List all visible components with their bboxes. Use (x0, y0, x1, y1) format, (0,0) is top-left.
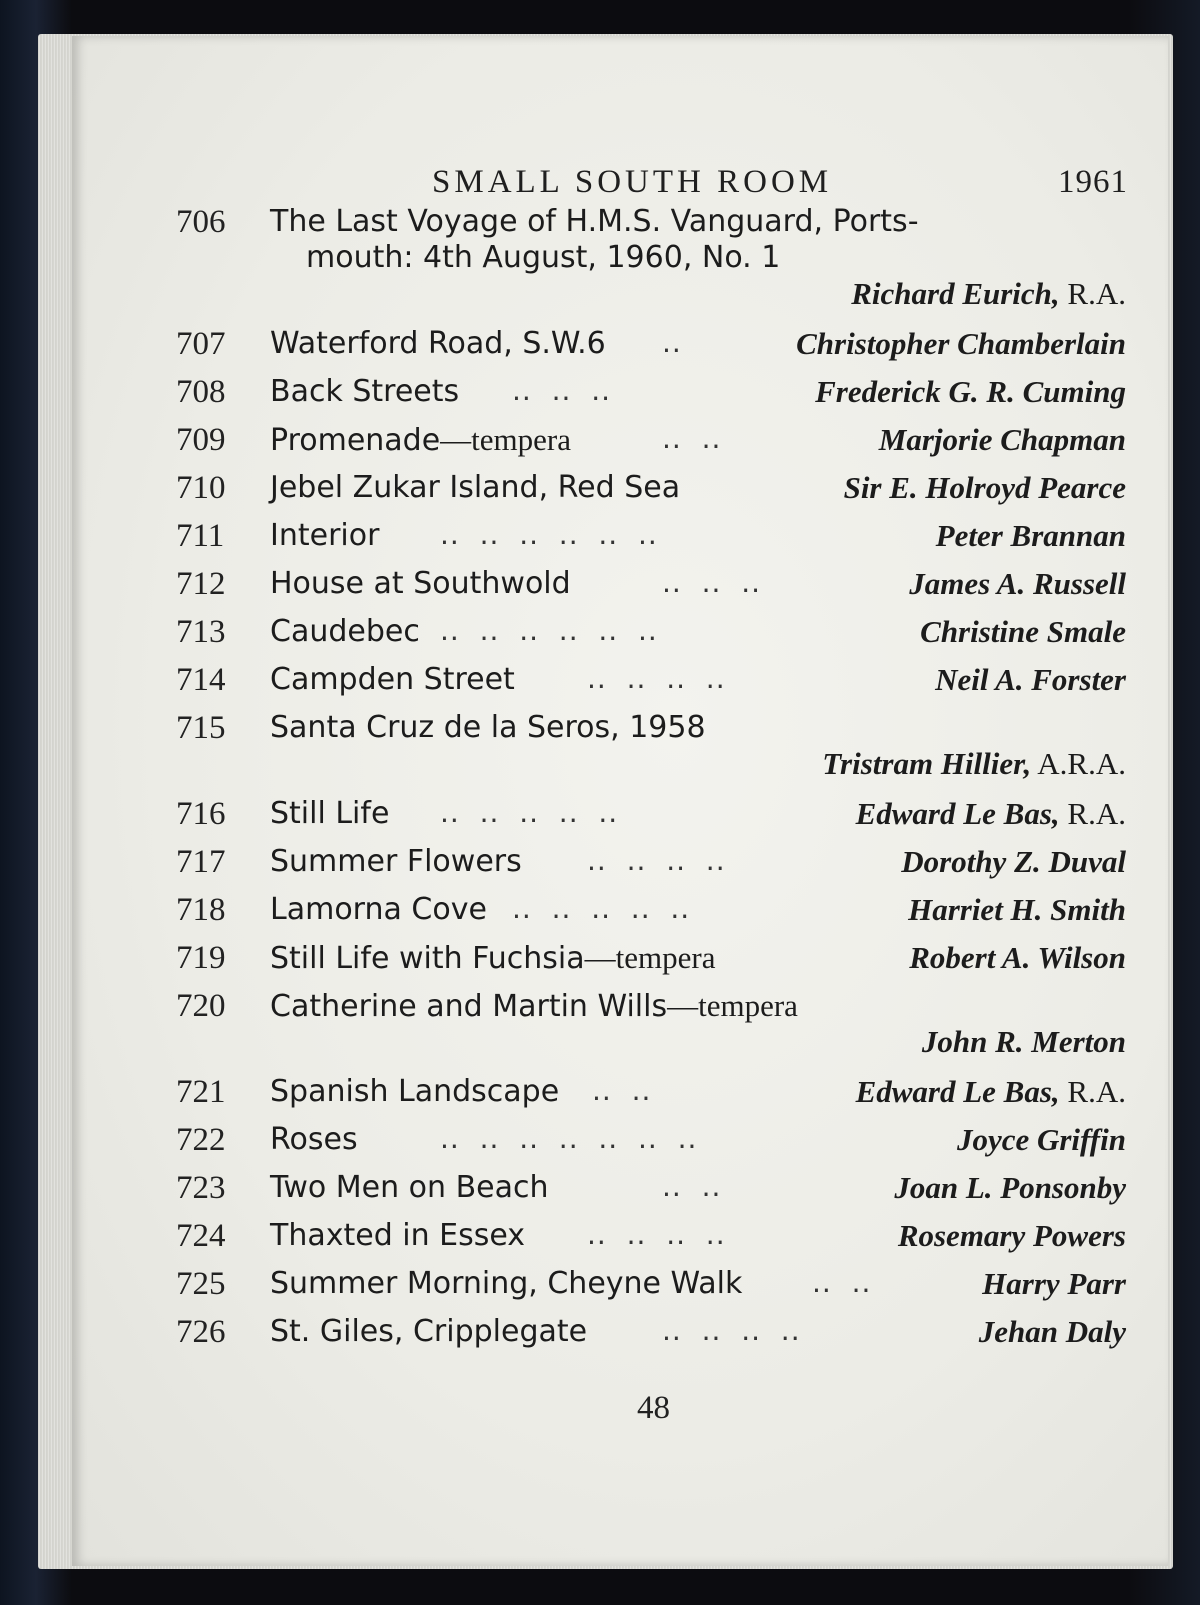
artist-name: Tristram Hillier, (822, 746, 1032, 781)
entry-artist: Neil A. Forster (935, 662, 1126, 697)
entry-712 (72, 566, 1168, 614)
entry-title: Interior (270, 518, 380, 553)
entry-number: 708 (176, 374, 226, 410)
title-medium: —tempera (440, 422, 571, 457)
leader-dots: .. .. .. .. .. (512, 892, 691, 925)
entry-artist (856, 796, 1126, 832)
leader-dots: .. .. (662, 1170, 722, 1203)
entry-number: 723 (176, 1170, 226, 1206)
entry-artist: Robert A. Wilson (909, 940, 1126, 975)
entry-715 (72, 710, 1168, 794)
entry-706 (72, 204, 1168, 324)
catalogue-page (72, 36, 1168, 1566)
entry-artist: Joyce Griffin (956, 1122, 1126, 1157)
entry-title: Back Streets (270, 374, 460, 409)
leader-dots: .. .. (812, 1266, 872, 1299)
artist-name: Edward Le Bas, (855, 1074, 1060, 1109)
title-medium: —tempera (667, 988, 798, 1023)
title-text: Still Life with Fuchsia (270, 941, 585, 976)
entry-artist: John R. Merton (921, 1024, 1126, 1059)
entry-title: Roses (270, 1122, 358, 1157)
entry-number: 721 (176, 1074, 226, 1110)
entry-title: Campden Street (270, 662, 515, 697)
entry-artist: Peter Brannan (935, 518, 1126, 553)
entry-number: 712 (176, 566, 226, 602)
entry-719 (72, 940, 1168, 988)
entry-722 (72, 1122, 1168, 1170)
leader-dots: .. .. .. .. (587, 844, 726, 877)
entry-title: House at Southwold (270, 566, 571, 601)
entry-714 (72, 662, 1168, 710)
entry-724 (72, 1218, 1168, 1266)
entry-title: Caudebec (270, 614, 420, 649)
running-head (72, 164, 1168, 204)
leader-dots: .. .. .. .. .. (440, 796, 619, 829)
entry-number: 716 (176, 796, 226, 832)
leader-dots: .. .. .. .. .. .. (440, 518, 658, 551)
artist-rank: A.R.A. (1031, 746, 1126, 781)
entry-artist: Dorothy Z. Duval (901, 844, 1126, 879)
leader-dots: .. .. .. .. .. .. .. (440, 1122, 698, 1155)
leader-dots: .. (662, 326, 682, 359)
entry-title (270, 422, 571, 458)
entry-artist: Marjorie Chapman (878, 422, 1126, 457)
entry-725 (72, 1266, 1168, 1314)
entry-number: 711 (176, 518, 225, 554)
entry-artist: James A. Russell (909, 566, 1126, 601)
entry-artist: Christopher Chamberlain (796, 326, 1126, 361)
entry-title: Two Men on Beach (270, 1170, 549, 1205)
leader-dots: .. .. .. .. (587, 662, 726, 695)
entry-718 (72, 892, 1168, 940)
entry-number: 715 (176, 710, 226, 746)
entry-number: 720 (176, 988, 226, 1024)
artist-name: Edward Le Bas, (855, 796, 1060, 831)
year: 1961 (1058, 164, 1128, 200)
title-text: Catherine and Martin Wills (270, 989, 668, 1024)
entry-artist: Jehan Daly (978, 1314, 1126, 1349)
entry-title: The Last Voyage of H.M.S. Vanguard, Ports- (270, 204, 919, 239)
entry-number: 707 (176, 326, 226, 362)
entry-title: Santa Cruz de la Seros, 1958 (270, 710, 706, 745)
entry-number: 714 (176, 662, 226, 698)
entry-title: Lamorna Cove (270, 892, 487, 927)
entry-artist: Frederick G. R. Cuming (815, 374, 1126, 409)
entry-title (270, 940, 715, 976)
entry-title-line2: mouth: 4th August, 1960, No. 1 (306, 240, 781, 275)
page-number: 48 (637, 1390, 670, 1426)
leader-dots: .. .. (592, 1074, 652, 1107)
entry-number: 717 (176, 844, 226, 880)
entry-number: 719 (176, 940, 226, 976)
leader-dots: .. .. .. .. .. .. (440, 614, 658, 647)
entry-number: 726 (176, 1314, 226, 1350)
entry-number: 713 (176, 614, 226, 650)
section-title: SMALL SOUTH ROOM (432, 164, 833, 200)
artist-rank: R.A. (1059, 1074, 1126, 1109)
entry-717 (72, 844, 1168, 892)
entry-artist (822, 746, 1126, 782)
entry-artist: Joan L. Ponsonby (894, 1170, 1126, 1205)
entry-title: Still Life (270, 796, 390, 831)
entry-artist (856, 1074, 1126, 1110)
entry-number: 710 (176, 470, 226, 506)
entry-artist (851, 276, 1126, 312)
entry-711 (72, 518, 1168, 566)
title-text: Promenade (270, 423, 441, 458)
entry-707 (72, 326, 1168, 374)
artist-rank: R.A. (1059, 796, 1126, 831)
entry-713 (72, 614, 1168, 662)
entry-artist: Rosemary Powers (897, 1218, 1126, 1253)
entry-title: Jebel Zukar Island, Red Sea (270, 470, 681, 505)
entry-726 (72, 1314, 1168, 1362)
leader-dots: .. .. .. .. (587, 1218, 726, 1251)
entry-artist: Christine Smale (920, 614, 1126, 649)
entry-number: 706 (176, 204, 226, 240)
entry-title: Summer Flowers (270, 844, 522, 879)
entry-artist: Harriet H. Smith (908, 892, 1126, 927)
title-medium: —tempera (584, 940, 716, 975)
entry-title: Thaxted in Essex (270, 1218, 526, 1253)
entry-720 (72, 988, 1168, 1072)
entry-number: 709 (176, 422, 226, 458)
entry-artist: Sir E. Holroyd Pearce (843, 470, 1126, 505)
entry-title: Summer Morning, Cheyne Walk (270, 1266, 743, 1301)
entry-title: Spanish Landscape (270, 1074, 560, 1109)
entry-721 (72, 1074, 1168, 1122)
entry-716 (72, 796, 1168, 844)
entry-title: Waterford Road, S.W.6 (270, 326, 606, 361)
entry-number: 722 (176, 1122, 226, 1158)
entry-number: 725 (176, 1266, 226, 1302)
leader-dots: .. .. (662, 422, 722, 455)
entry-710 (72, 470, 1168, 518)
entry-title: St. Giles, Cripplegate (270, 1314, 588, 1349)
artist-name: Richard Eurich, (851, 276, 1060, 311)
entry-title (270, 988, 798, 1024)
entry-709 (72, 422, 1168, 470)
entry-number: 724 (176, 1218, 226, 1254)
artist-rank: R.A. (1059, 276, 1126, 311)
leader-dots: .. .. .. .. (662, 1314, 801, 1347)
entry-artist: Harry Parr (982, 1266, 1126, 1301)
entry-723 (72, 1170, 1168, 1218)
entry-number: 718 (176, 892, 226, 928)
leader-dots: .. .. .. (662, 566, 762, 599)
entry-708 (72, 374, 1168, 422)
leader-dots: .. .. .. (512, 374, 612, 407)
